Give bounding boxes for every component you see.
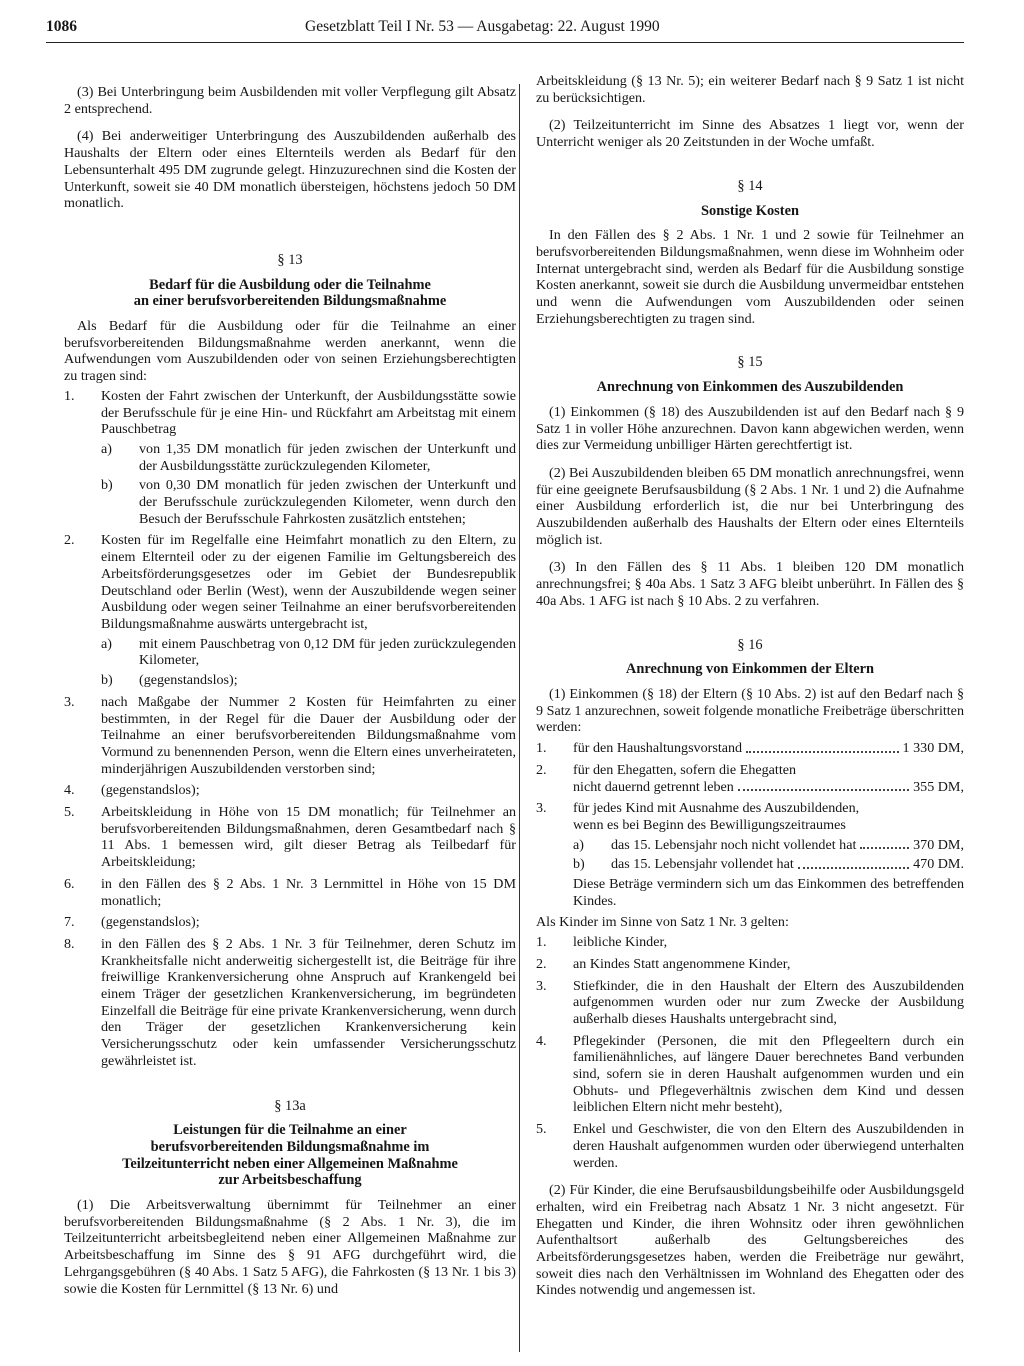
item-number: 8. [64,935,75,952]
item-number: 3. [64,693,75,710]
paragraph-2: (2) Bei Auszubildenden bleiben 65 DM monatlich anrechnungsfrei, wenn für eine geeignete Berufsausbildung (§ 2 Abs. 1 Nr. 1 und 2) die Aufnahme einer Ausbildung erforderlich ist, die nur bei Unterbringung des Auszubildenden außerhalb des Haushalts der Eltern oder eines Elternteils möglich ist. [536,464,964,548]
item-number: 1. [536,740,547,757]
section-title-line: berufsvorbereitenden Bildungsmaßnahme im [150,1138,430,1155]
item-number: 2. [536,955,547,972]
section-title-line: an einer berufsvorbereitenden Bildungsmaßnahme [133,293,447,310]
list-item [536,934,964,951]
children-list [536,934,964,1171]
item-text: (gegenstandslos); [101,782,200,799]
right-column [536,73,964,1299]
sub-item [573,837,964,854]
allowance-amount: 470 DM. [913,856,964,873]
allowance-note: Diese Beträge vermindern sich um das Einkommen des betreffenden Kindes. [573,876,964,909]
item-text: Pflegekinder (Personen, die mit den Pflegeeltern durch ein familienähnliches, auf längere Dauer berechnetes Band verbunden sind, sofern sie in deren Haushalt aufgenommen wurden und ein Obhuts- und Pflegeverhältnis zwischen dem Kind und dessen leiblichen Eltern nicht mehr besteht), [573,1032,964,1116]
allowance-amount: 355 DM, [913,778,964,795]
item-number: 4. [536,1032,547,1049]
column-divider [519,84,520,1352]
item-number: 5. [536,1121,547,1138]
continued-paragraph: Arbeitskleidung (§ 13 Nr. 5); ein weiterer Bedarf nach § 9 Satz 1 ist nicht zu berücksichtigen. [536,73,964,106]
list-item [536,1033,964,1117]
paragraph-4: (4) Bei anderweitiger Unterbringung des Auszubildenden außerhalb des Haushalts der Eltern oder eines Elternteils werden als Bedarf für den Lebensunterhalt 495 DM zugrunde gelegt. Hinzuzurechnen sind die Kosten der Unterkunft, soweit sie 40 DM monatlich übersteigen, höchstens jedoch 50 DM monatlich. [64,128,516,212]
section-number: § 13 [277,251,303,268]
sub-item [101,477,516,527]
section-number: § 15 [737,354,763,371]
item-number: 1. [536,934,547,951]
sub-list [101,441,516,528]
section-13 [64,252,516,1070]
list-item [64,914,516,931]
allowance-item [536,762,964,795]
paragraph-2: (2) Für Kinder, die eine Berufsausbildungsbeihilfe oder Ausbildungsgeld erhalten, wird ein Freibetrag nach Absatz 1 Nr. 3 nicht angesetzt. Für Ehegatten und Kinder, die ihren Wohnsitz oder ihren gewöhnlichen Aufenthaltsort außerhalb des Geltungsbereiches des Arbeitsförderungsgesetzes haben, werden die Freibeträge nur gewährt, soweit dies nach den Verhältnissen im Wohnland des Ehegatten oder des Kindes notwendig und angemessen ist. [536,1182,964,1299]
sub-item [573,856,964,873]
list-item [536,1121,964,1171]
list-item [536,956,964,973]
allowance-label-line: für den Ehegatten, sofern die Ehegatten [573,761,797,778]
sub-item-letter: b) [101,672,113,689]
sub-item [101,672,516,689]
allowance-amount: 1 330 DM, [902,740,964,757]
sub-item-letter: a) [573,836,584,853]
sub-item-letter: b) [101,477,113,494]
allowance-item [536,800,964,909]
allowance-label: das 15. Lebensjahr vollendet hat [611,856,794,873]
list-item [64,388,516,528]
item-text: Kosten für im Regelfalle eine Heimfahrt monatlich zu den Eltern, zu einem Elternteil oder zu der eigenen Familie im Geltungsbereich des Arbeitsförderungsgesetzes oder im Gebiet der Bundesrepublik Deutschland oder Berlin (West), wenn der Auszubildende wegen seiner Ausbildung oder wegen seiner Teilnahme an einer berufsvorbereitenden Bildungsmaßnahme auswärts untergebracht ist, [101,532,516,632]
sub-item-letter: a) [101,440,112,457]
item-number: 5. [64,804,75,821]
allowance-item [536,740,964,757]
list-item [536,978,964,1028]
item-text: leibliche Kinder, [573,934,668,951]
leader-dots [860,847,909,849]
left-column [64,84,516,1297]
allowance-label: das 15. Lebensjahr noch nicht vollendet hat [611,836,857,853]
section-number: § 14 [737,177,763,194]
allowance-label: nicht dauernd getrennt leben [573,778,734,795]
page-number: 1086 [46,18,77,35]
section-title-line: zur Arbeitsbeschaffung [218,1172,362,1189]
sub-item [101,441,516,474]
section-number: § 16 [737,636,763,653]
sub-list [101,636,516,689]
item-text: Arbeitskleidung in Höhe von 15 DM monatlich; für Teilnehmer an berufsvorbereitenden Bildungsmaßnahmen, deren Gesamtbedarf nach § 11 Abs. 1 bemessen wird, gilt dieser Betrag als Teilbedarf für Arbeitskleidung; [101,804,516,871]
section-13a [64,1098,516,1298]
sub-list [573,837,964,873]
sub-item-text: von 1,35 DM monatlich für jeden zwischen der Unterkunft und der Ausbildungsstätte zurückzulegenden Kilometer, [139,440,516,474]
allowance-amount: 370 DM, [913,836,964,853]
sub-item-text: von 0,30 DM monatlich für jeden zwischen der Unterkunft und der Berufsschule zurückzulegenden Kilometer, wenn durch den Besuch der Berufsschule Fahrkosten zusätzlich entstehen; [139,477,516,527]
allowance-label-line: wenn es bei Beginn des Bewilligungszeitraumes [573,816,846,833]
leader-dots [746,751,898,753]
paragraph-3: (3) In den Fällen des § 11 Abs. 1 bleiben 120 DM monatlich anrechnungsfrei; § 40a Abs. 1 Satz 3 AFG bleibt unberührt. In Fällen des § 40a Abs. 1 AFG ist nach § 10 Abs. 2 zu verfahren. [536,559,964,609]
sub-item-letter: b) [573,856,585,873]
paragraph-1: (1) Die Arbeitsverwaltung übernimmt für Teilnehmer an einer berufsvorbereitenden Bildungsmaßnahme (§ 2 Abs. 1 Nr. 3), die im Teilzeitunterricht arbeitsbegleitend neben einer Allgemeinen Maßnahme zur Arbeitsbeschaffung im Sinne des § 91 AFG durchgeführt wird, die Lehrgangsgebühren (§ 40 Abs. 1 Satz 5 AFG), die Fahrkosten (§ 13 Nr. 1 bis 3) sowie die Kosten für Lernmittel (§ 13 Nr. 6) und [64,1197,516,1297]
section-15 [536,354,964,609]
list-item [64,782,516,799]
item-number: 1. [64,387,75,404]
item-number: 3. [536,800,547,817]
item-number: 4. [64,782,75,799]
item-number: 2. [64,532,75,549]
paragraph-2: (2) Teilzeitunterricht im Sinne des Absatzes 1 liegt vor, wenn der Unterricht weniger als 20 Zeitstunden in der Woche umfaßt. [536,117,964,151]
section-title: Anrechnung von Einkommen der Eltern [625,661,875,678]
paragraph-1: (1) Einkommen (§ 18) der Eltern (§ 10 Abs. 2) ist auf den Bedarf nach § 9 Satz 1 anzurechnen, soweit folgende monatliche Freibeträge überschritten werden: [536,685,964,736]
allowance-label-line: für jedes Kind mit Ausnahme des Auszubildenden, [573,800,860,817]
section-intro: Als Bedarf für die Ausbildung oder für die Teilnahme an einer berufsvorbereitenden Bildungsmaßnahme werden anerkannt, wenn die Aufwendungen vom Auszubildenden oder von seinen Erziehungsberechtigten zu tragen sind: [64,318,516,385]
item-number: 3. [536,977,547,994]
list-item [64,876,516,909]
list-item [64,694,516,778]
item-text: Kosten der Fahrt zwischen der Unterkunft, der Ausbildungsstätte sowie der Berufsschule für je eine Hin- und Rückfahrt am Arbeitstag mit einem Pauschbetrag [101,387,516,438]
leader-dots [798,867,909,869]
section-text: In den Fällen des § 2 Abs. 1 Nr. 1 und 2 sowie für Teilnehmer an berufsvorbereitenden Bildungsmaßnahmen, wenn diese im Wohnheim oder Internat untergebracht sind, werden als Bedarf für die Ausbildung sonstige Kosten anerkannt, soweit sie durch die Ausbildung unvermeidbar entstehen und wenn die Aufwendungen vom Auszubildenden oder seinen Erziehungsberechtigten zu tragen sind. [536,227,964,327]
item-text: Stiefkinder, die in den Haushalt der Eltern des Auszubildenden aufgenommen wurden oder nur zum Zwecke der Ausbildung außerhalb dieses Haushalts untergebracht sind, [573,977,964,1027]
item-number: 7. [64,914,75,931]
header-rule [46,42,964,43]
section-16 [536,637,964,1300]
leader-dots [738,789,909,791]
allowance-list [536,740,964,909]
paragraph-1: (1) Einkommen (§ 18) des Auszubildenden ist auf den Bedarf nach § 9 Satz 1 in voller Höhe anzurechnen. Davon kann abgewichen werden, wenn dies zur Vermeidung unbilliger Härten gerechtfertigt ist. [536,403,964,454]
sub-item [101,636,516,669]
sub-item-letter: a) [101,635,112,652]
list-item [64,532,516,688]
section-title: Sonstige Kosten [701,202,799,219]
paragraph-3: (3) Bei Unterbringung beim Ausbildenden mit voller Verpflegung gilt Absatz 2 entsprechend. [64,84,516,117]
section-title: Anrechnung von Einkommen des Auszubildenden [596,379,904,396]
item-text: (gegenstandslos); [101,914,200,931]
item-text: in den Fällen des § 2 Abs. 1 Nr. 3 für Teilnehmer, deren Schutz im Krankheitsfalle nicht anderweitig sichergestellt ist, die Beiträge für ihre freiwillige Krankenversicherung ohne Anspruch auf Krankengeld bei einem Träger der gesetzlichen Krankenversicherung, im begründeten Einzelfall die Beiträge für eine private Krankenversicherung, wenn durch den Träger der gesetzlichen Krankenversicherung kein Versicherungsschutz oder kein umfassender Versicherungsschutz gewährleistet ist. [101,935,516,1069]
list-item [64,936,516,1070]
section-title-line: Leistungen für die Teilnahme an einer [173,1122,407,1139]
item-text: in den Fällen des § 2 Abs. 1 Nr. 3 Lernmittel in Höhe von 15 DM monatlich; [101,875,516,909]
allowance-label: für den Haushaltungsvorstand [573,740,743,757]
sub-item-text: mit einem Pauschbetrag von 0,12 DM für jeden zurückzulegenden Kilometer, [139,635,516,669]
section-title-line: Teilzeitunterricht neben einer Allgemeinen Maßnahme [122,1155,458,1172]
section-number: § 13a [274,1097,306,1114]
children-intro: Als Kinder im Sinne von Satz 1 Nr. 3 gelten: [536,914,789,931]
item-text: nach Maßgabe der Nummer 2 Kosten für Heimfahrten zu einer bestimmten, in der Regel für die Dauer der Ausbildung oder der Teilnahme an einer berufsvorbereitenden Bildungsmaßnahme vom Vormund zu benennenden Person, wenn die Eltern eines unverheirateten, minderjährigen Auszubildenden verstorben sind; [101,693,516,777]
section-14 [536,178,964,328]
item-text: an Kindes Statt angenommene Kinder, [573,955,791,972]
item-number: 6. [64,875,75,892]
list-item [64,804,516,871]
running-title: Gesetzblatt Teil I Nr. 53 — Ausgabetag: 22. August 1990 [305,18,660,35]
item-number: 2. [536,761,547,778]
sub-item-text: (gegenstandslos); [139,672,238,689]
requirement-list [64,388,516,1070]
item-text: Enkel und Geschwister, die von den Eltern des Auszubildenden in deren Haushalt aufgenommen wurden oder überwiegend unterhalten werden. [573,1121,964,1171]
section-title-line: Bedarf für die Ausbildung oder die Teilnahme [149,276,431,293]
